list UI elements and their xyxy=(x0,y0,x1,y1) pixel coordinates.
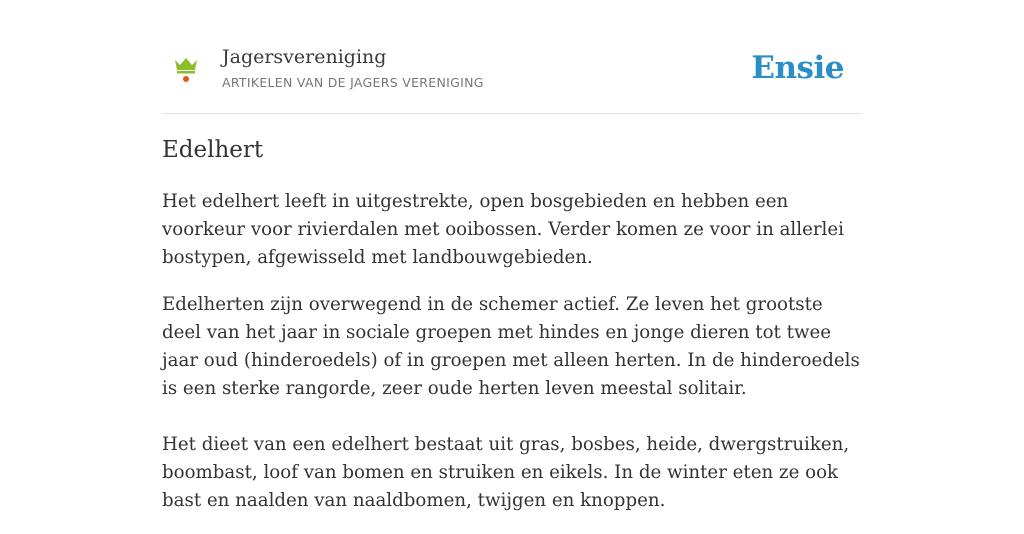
page-container xyxy=(162,0,862,511)
article-paragraph: Het dieet van een edelhert bestaat uit gras, bosbes, heide, dwergstruiken, boombast, loof van bomen en struiken en eikels. In de winter eten ze ook bast en naalden van naaldbomen, twijgen en knoppen. xyxy=(162,434,850,511)
crown-icon[interactable] xyxy=(174,56,198,84)
brand-logo[interactable]: Ensie xyxy=(751,50,844,86)
site-header xyxy=(162,0,862,114)
article-title: Edelhert xyxy=(162,137,264,163)
site-name[interactable]: Jagersvereniging xyxy=(222,46,387,68)
article-paragraph: Edelherten zijn overwegend in de schemer actief. Ze leven het grootste deel van het jaar in sociale groepen met hindes en jonge dieren tot twee jaar oud (hinderoedels) of in groepen met alleen herten. In de hinderoedels is een sterke rangorde, zeer oude herten leven meestal solitair. xyxy=(162,294,860,399)
article-paragraph: Het edelhert leeft in uitgestrekte, open bosgebieden en hebben een voorkeur voor rivierdalen met ooibossen. Verder komen ze voor in allerlei bostypen, afgewisseld met landbouwgebieden. xyxy=(162,191,844,268)
site-tagline: ARTIKELEN VAN DE JAGERS VERENIGING xyxy=(222,75,484,90)
article-body xyxy=(162,188,862,534)
